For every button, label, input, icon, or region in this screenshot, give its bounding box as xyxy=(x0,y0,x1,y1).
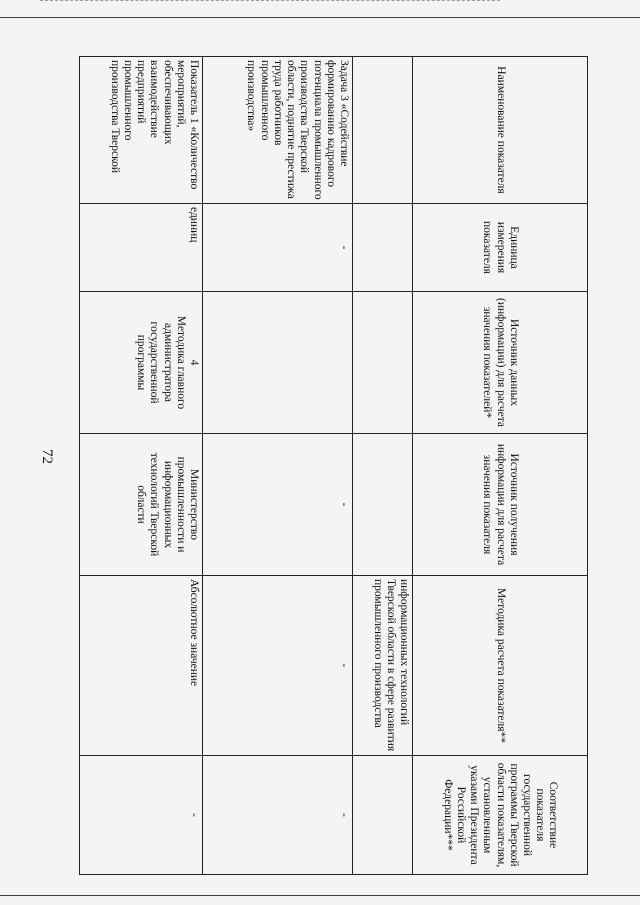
table-row-continuation xyxy=(353,57,413,875)
page-number xyxy=(36,444,56,468)
indicator-1-data-source xyxy=(80,292,203,434)
table-row-task-3 xyxy=(203,57,353,875)
table-row-indicator-1 xyxy=(80,57,203,875)
header-unit: Единица измерения показателя xyxy=(413,204,588,292)
continuation-data-source xyxy=(353,292,413,434)
continuation-compliance xyxy=(353,756,413,875)
scan-edge-top xyxy=(40,0,500,5)
scan-line-bottom xyxy=(0,895,640,896)
indicators-table xyxy=(79,56,588,875)
task-3-compliance: - xyxy=(203,756,353,875)
indicator-1-info-source: Министерство промышленности и информационных технологий Тверской области xyxy=(80,434,203,576)
indicator-1-compliance: - xyxy=(80,756,203,875)
header-row xyxy=(413,57,588,875)
indicator-1-data-source-text: Методика главного администратора государственной программы xyxy=(135,315,187,410)
scan-line-top xyxy=(0,17,640,18)
page-number-text: 72 xyxy=(38,448,55,464)
task-3-unit: - xyxy=(203,204,353,292)
header-data-source: Источник данных (информации) для расчета значения показателей* xyxy=(413,292,588,434)
indicator-1-unit: единиц xyxy=(80,204,203,292)
indicator-1-name: Показатель 1 «Количество мероприятий, обеспечивающих взаимодействие предприятий промышленного производства Тверской xyxy=(80,57,203,204)
task-3-name: Задача 3 «Содействие формированию кадрового потенциала промышленного производства Тверской области, поднятие престижа труда работников промышленного производства» xyxy=(203,57,353,204)
task-3-info-source: - xyxy=(203,434,353,576)
continuation-info-source xyxy=(353,434,413,576)
header-name: Наименование показателя xyxy=(413,57,588,204)
continuation-unit xyxy=(353,204,413,292)
header-compliance: Соответствие показателя государственной программы Тверской области показателям, установленным указами Президента Российской Федерации*** xyxy=(413,756,588,875)
continuation-method: информационных технологий Тверской области в сфере развития промышленного производства xyxy=(353,576,413,756)
header-info-source: Источник получения информации для расчета значения показателя xyxy=(413,434,588,576)
task-3-method: - xyxy=(203,576,353,756)
rotated-table-wrapper xyxy=(80,56,588,874)
header-method: Методика расчета показателя** xyxy=(413,576,588,756)
table-frame xyxy=(80,56,588,874)
indicator-1-method: Абсолютное значение xyxy=(80,576,203,756)
continuation-name xyxy=(353,57,413,204)
indicator-1-data-source-number: 4 xyxy=(188,359,200,366)
task-3-data-source xyxy=(203,292,353,434)
